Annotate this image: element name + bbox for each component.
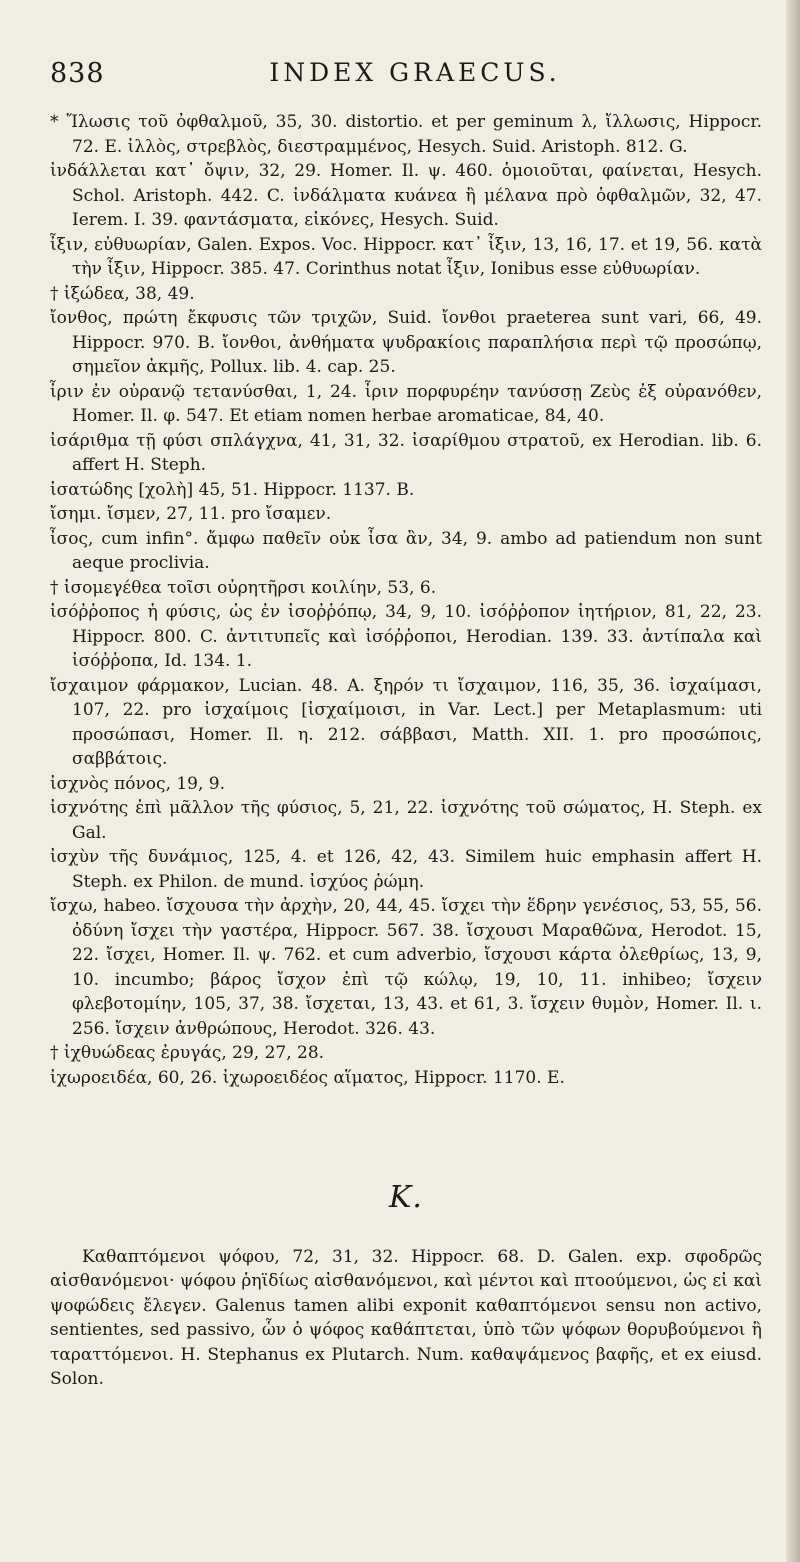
index-entry: ἴονθος, πρώτη ἔκφυσις τῶν τριχῶν, Suid. ἴονθοι praeterea sunt vari, 66, 49. Hippocr. 970. B. ἴονθοι, ἀνθήματα ψυδρακίοις παραπλήσια περὶ τῷ προσώπῳ, σημεῖον ἀκμῆς, Pollux. lib. 4. cap. 25. [50,308,762,377]
index-entry: † ἰξώδεα, 38, 49. [50,283,195,304]
index-entry: ἴσχω, habeo. ἴσχουσα τὴν ἀρχὴν, 20, 44, 45. ἴσχει τὴν ἕδρην γενέσιος, 53, 55, 56. ὀδύνη ἴσχει τὴν γαστέρα, Hippocr. 567. 38. ἴσχουσι Μαραθῶνα, Herodot. 15, 22. ἴσχει, Homer. Il. ψ. 762. et cum adverbio, ἴσχουσι κάρτα ὀλεθρίως, 13, 9, 10. incumbo; βάρος ἴσχον ἐπὶ τῷ κώλῳ, 19, 10, 11. inhibeo; ἴσχειν φλεβοτομίην, 105, 37, 38. ἴσχεται, 13, 43. et 61, 3. ἴσχειν θυμὸν, Homer. Il. ι. 256. ἴσχειν ἀνθρώπους, Herodot. 326. 43. [50,896,762,1039]
index-entry: ἶξιν, εὐθυωρίαν, Galen. Expos. Voc. Hippocr. κατ᾽ ἶξιν, 13, 16, 17. et 19, 56. κατὰ τὴν ἶξιν, Hippocr. 385. 47. Corinthus notat ἶξιν, Ionibus esse εὐθυωρίαν. [50,234,762,279]
index-entry: ἴσχαιμον φάρμακον, Lucian. 48. A. ξηρόν τι ἴσχαιμον, 116, 35, 36. ἰσχαίμασι, 107, 22. pro ἰσχαίμοις [ἰσχαίμοισι, in Var. Lect.] per Metaplasmum: uti προσώπασι, Homer. Il. η. 212. σάββασι, Matth. XII. 1. pro προσώποις, σαββάτοις. [50,675,762,769]
page-number: 838 [50,58,105,89]
index-entry: ἰχωροειδέα, 60, 26. ἰχωροειδέος αἵματος, Hippocr. 1170. E. [50,1067,565,1088]
index-entry: * Ἴλωσις τοῦ ὀφθαλμοῦ, 35, 30. distortio. et per geminum λ, ἴλλωσις, Hippocr. 72. E. ἰλλὸς, στρεβλὸς, διεστραμμένος, Hesych. Suid. Aristoph. 812. G. [50,112,762,157]
index-entry: ἴσημι. ἴσμεν, 27, 11. pro ἴσαμεν. [50,504,332,524]
index-entry: † ἰχθυώδεας ἐρυγάς, 29, 27, 28. [50,1043,325,1063]
index-entry: ἶριν ἐν οὐρανῷ τετανύσθαι, 1, 24. ἶριν πορφυρέην τανύσσῃ Ζεὺς ἐξ οὐρανόθεν, Homer. Il. φ. 547. Et etiam nomen herbae aromaticae, 84, 40. [50,381,762,426]
index-entry: ἶσος, cum infin°. ἄμφω παθεῖν οὐκ ἶσα ἂν, 34, 9. ambo ad patiendum non sunt aeque proclivia. [50,528,762,573]
index-entry: ἰσατώδης [χολὴ] 45, 51. Hippocr. 1137. B. [50,479,415,500]
index-entry: ἰσχὺν τῆς δυνάμιος, 125, 4. et 126, 42, 43. Similem huic emphasin affert H. Steph. ex Philon. de mund. ἰσχύος ῥώμη. [50,847,762,892]
index-entry: ἰσάριθμα τῇ φύσι σπλάγχνα, 41, 31, 32. ἰσαρίθμου στρατοῦ, ex Herodian. lib. 6. affert H. Steph. [50,430,762,475]
running-title: INDEX GRAECUS. [269,58,561,87]
index-entry: Καθαπτόμενοι ψόφου, 72, 31, 32. Hippocr. 68. D. Galen. exp. σφοδρῶς αἰσθανόμενοι· ψόφου ῥηϊδίως αἰσθανόμενοι, καὶ μέντοι καὶ πτοούμενοι, ὡς εἰ καὶ ψοφώδεις ἔλεγεν. Galenus tamen alibi exponit καθαπτόμενοι sensu non activo, sentientes, sed passivo, ὧν ὁ ψόφος καθάπτεται, ὑπὸ τῶν ψόφων θορυβούμενοι ἢ ταραττόμενοι. H. Stephanus ex Plutarch. Num. καθαψάμενος βαφῆς, et ex eiusd. Solon. [50,1246,762,1389]
index-entry: † ἰσομεγέθεα τοῖσι οὐρητῆρσι κοιλίην, 53, 6. [50,577,437,598]
section-letter-heading: K. [389,1180,423,1215]
index-entry: ἰσόῤῥοπος ἡ φύσις, ὡς ἐν ἰσοῤῥόπῳ, 34, 9, 10. ἰσόῤῥοπον ἰητήριον, 81, 22, 23. Hippocr. 800. C. ἀντιτυπεῖς καὶ ἰσόῤῥοποι, Herodian. 139. 33. ἀντίπαλα καὶ ἰσόῤῥοπα, Id. 134. 1. [50,602,762,671]
index-entry: ἰσχνότης ἐπὶ μᾶλλον τῆς φύσιος, 5, 21, 22. ἰσχνότης τοῦ σώματος, H. Steph. ex Gal. [50,798,762,843]
index-entry: ἰσχνὸς πόνος, 19, 9. [50,773,226,794]
index-body [50,110,762,1392]
page-binding-shadow [786,0,800,1562]
page-header [50,58,750,94]
index-entry: ἰνδάλλεται κατ᾽ ὄψιν, 32, 29. Homer. Il. ψ. 460. ὁμοιοῦται, φαίνεται, Hesych. Schol. Aristoph. 442. C. ἰνδάλματα κυάνεα ἢ μέλανα πρὸ ὀφθαλμῶν, 32, 47. Ierem. I. 39. φαντάσματα, εἰκόνες, Hesych. Suid. [50,161,762,230]
